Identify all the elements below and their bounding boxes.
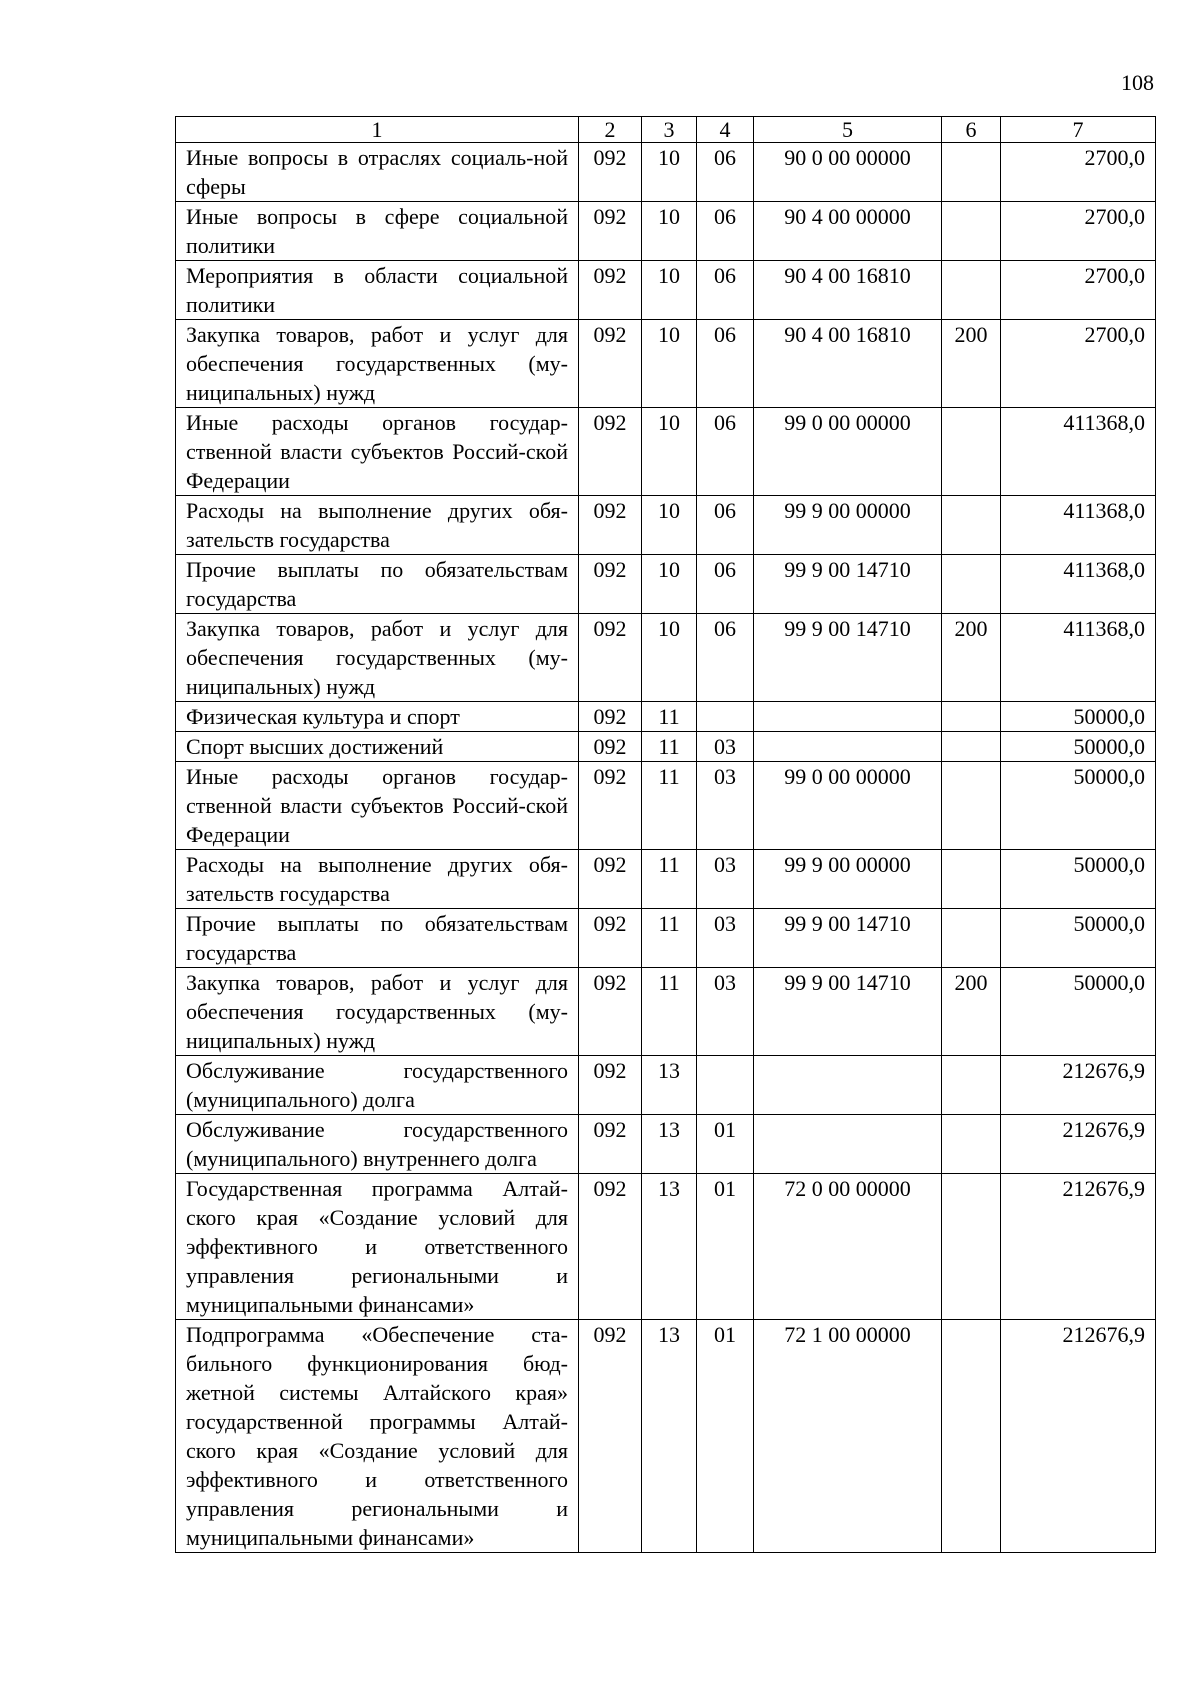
cell-admin-code: 092 bbox=[579, 408, 642, 496]
cell-target-article: 99 9 00 14710 bbox=[754, 968, 942, 1056]
cell-expense-type bbox=[942, 143, 1001, 202]
cell-section: 10 bbox=[642, 202, 697, 261]
table-row bbox=[176, 732, 1156, 762]
cell-admin-code: 092 bbox=[579, 1056, 642, 1115]
cell-subsection: 06 bbox=[697, 202, 754, 261]
table-row bbox=[176, 408, 1156, 496]
cell-admin-code: 092 bbox=[579, 496, 642, 555]
column-header: 3 bbox=[642, 117, 697, 143]
cell-expense-type bbox=[942, 1320, 1001, 1553]
cell-name: Государственная программа Алтай-ского края «Создание условий для эффективного и ответственного управления региональными и муниципальными финансами» bbox=[176, 1174, 579, 1320]
cell-name: Иные вопросы в отраслях социаль-ной сферы bbox=[176, 143, 579, 202]
cell-name: Закупка товаров, работ и услуг для обеспечения государственных (му-ниципальных) нужд bbox=[176, 968, 579, 1056]
cell-section: 13 bbox=[642, 1056, 697, 1115]
budget-table bbox=[175, 116, 1156, 1553]
cell-amount: 50000,0 bbox=[1001, 850, 1156, 909]
cell-amount: 50000,0 bbox=[1001, 762, 1156, 850]
cell-amount: 2700,0 bbox=[1001, 143, 1156, 202]
cell-section: 10 bbox=[642, 408, 697, 496]
cell-name: Расходы на выполнение других обя-зательств государства bbox=[176, 850, 579, 909]
cell-section: 10 bbox=[642, 261, 697, 320]
cell-subsection: 03 bbox=[697, 762, 754, 850]
column-header: 7 bbox=[1001, 117, 1156, 143]
cell-section: 11 bbox=[642, 909, 697, 968]
cell-admin-code: 092 bbox=[579, 202, 642, 261]
table-row bbox=[176, 1174, 1156, 1320]
cell-name: Иные расходы органов государ-ственной власти субъектов Россий-ской Федерации bbox=[176, 762, 579, 850]
cell-target-article: 90 4 00 00000 bbox=[754, 202, 942, 261]
cell-admin-code: 092 bbox=[579, 555, 642, 614]
cell-expense-type bbox=[942, 732, 1001, 762]
cell-target-article: 99 0 00 00000 bbox=[754, 408, 942, 496]
cell-amount: 2700,0 bbox=[1001, 320, 1156, 408]
cell-admin-code: 092 bbox=[579, 702, 642, 732]
cell-section: 10 bbox=[642, 614, 697, 702]
table-row bbox=[176, 1115, 1156, 1174]
cell-expense-type bbox=[942, 1056, 1001, 1115]
cell-admin-code: 092 bbox=[579, 261, 642, 320]
cell-expense-type bbox=[942, 762, 1001, 850]
cell-admin-code: 092 bbox=[579, 143, 642, 202]
cell-section: 13 bbox=[642, 1320, 697, 1553]
cell-name: Мероприятия в области социальной политики bbox=[176, 261, 579, 320]
column-header: 1 bbox=[176, 117, 579, 143]
cell-admin-code: 092 bbox=[579, 1174, 642, 1320]
cell-target-article: 90 4 00 16810 bbox=[754, 320, 942, 408]
table-row bbox=[176, 909, 1156, 968]
cell-subsection: 06 bbox=[697, 143, 754, 202]
cell-amount: 50000,0 bbox=[1001, 732, 1156, 762]
cell-subsection bbox=[697, 1056, 754, 1115]
cell-expense-type: 200 bbox=[942, 614, 1001, 702]
column-header: 5 bbox=[754, 117, 942, 143]
cell-admin-code: 092 bbox=[579, 762, 642, 850]
cell-name: Обслуживание государственного (муниципального) внутреннего долга bbox=[176, 1115, 579, 1174]
cell-section: 11 bbox=[642, 968, 697, 1056]
cell-amount: 411368,0 bbox=[1001, 614, 1156, 702]
cell-admin-code: 092 bbox=[579, 968, 642, 1056]
cell-section: 13 bbox=[642, 1115, 697, 1174]
cell-admin-code: 092 bbox=[579, 850, 642, 909]
cell-expense-type bbox=[942, 1174, 1001, 1320]
cell-name: Физическая культура и спорт bbox=[176, 702, 579, 732]
cell-section: 11 bbox=[642, 702, 697, 732]
cell-subsection: 03 bbox=[697, 850, 754, 909]
cell-expense-type bbox=[942, 909, 1001, 968]
cell-section: 13 bbox=[642, 1174, 697, 1320]
cell-amount: 50000,0 bbox=[1001, 909, 1156, 968]
cell-target-article: 99 9 00 14710 bbox=[754, 614, 942, 702]
cell-amount: 50000,0 bbox=[1001, 702, 1156, 732]
table-row bbox=[176, 202, 1156, 261]
cell-amount: 411368,0 bbox=[1001, 408, 1156, 496]
cell-target-article: 72 0 00 00000 bbox=[754, 1174, 942, 1320]
cell-amount: 411368,0 bbox=[1001, 555, 1156, 614]
table-header-row bbox=[176, 117, 1156, 143]
cell-subsection: 03 bbox=[697, 968, 754, 1056]
table-row bbox=[176, 496, 1156, 555]
cell-amount: 2700,0 bbox=[1001, 261, 1156, 320]
cell-subsection: 06 bbox=[697, 261, 754, 320]
cell-target-article: 99 9 00 00000 bbox=[754, 496, 942, 555]
cell-subsection: 06 bbox=[697, 496, 754, 555]
cell-name: Прочие выплаты по обязательствам государства bbox=[176, 909, 579, 968]
cell-section: 10 bbox=[642, 555, 697, 614]
cell-target-article: 99 9 00 14710 bbox=[754, 555, 942, 614]
cell-amount: 212676,9 bbox=[1001, 1056, 1156, 1115]
cell-target-article: 99 9 00 14710 bbox=[754, 909, 942, 968]
cell-section: 11 bbox=[642, 850, 697, 909]
cell-expense-type bbox=[942, 702, 1001, 732]
cell-section: 11 bbox=[642, 732, 697, 762]
table-row bbox=[176, 261, 1156, 320]
cell-expense-type bbox=[942, 408, 1001, 496]
cell-target-article bbox=[754, 702, 942, 732]
cell-expense-type bbox=[942, 1115, 1001, 1174]
cell-expense-type bbox=[942, 496, 1001, 555]
cell-expense-type: 200 bbox=[942, 968, 1001, 1056]
cell-name: Спорт высших достижений bbox=[176, 732, 579, 762]
cell-name: Закупка товаров, работ и услуг для обеспечения государственных (му-ниципальных) нужд bbox=[176, 320, 579, 408]
table-row bbox=[176, 850, 1156, 909]
table-row bbox=[176, 968, 1156, 1056]
cell-name: Иные расходы органов государ-ственной власти субъектов Россий-ской Федерации bbox=[176, 408, 579, 496]
cell-name: Иные вопросы в сфере социальной политики bbox=[176, 202, 579, 261]
cell-subsection: 03 bbox=[697, 732, 754, 762]
cell-admin-code: 092 bbox=[579, 1115, 642, 1174]
cell-target-article: 99 0 00 00000 bbox=[754, 762, 942, 850]
column-header: 4 bbox=[697, 117, 754, 143]
table-row bbox=[176, 320, 1156, 408]
cell-amount: 212676,9 bbox=[1001, 1320, 1156, 1553]
cell-section: 11 bbox=[642, 762, 697, 850]
cell-name: Расходы на выполнение других обя-зательств государства bbox=[176, 496, 579, 555]
cell-amount: 411368,0 bbox=[1001, 496, 1156, 555]
cell-admin-code: 092 bbox=[579, 909, 642, 968]
cell-target-article bbox=[754, 1115, 942, 1174]
column-header: 2 bbox=[579, 117, 642, 143]
cell-admin-code: 092 bbox=[579, 1320, 642, 1553]
cell-amount: 212676,9 bbox=[1001, 1115, 1156, 1174]
cell-subsection: 03 bbox=[697, 909, 754, 968]
cell-admin-code: 092 bbox=[579, 732, 642, 762]
cell-name: Закупка товаров, работ и услуг для обеспечения государственных (му-ниципальных) нужд bbox=[176, 614, 579, 702]
cell-expense-type bbox=[942, 261, 1001, 320]
cell-section: 10 bbox=[642, 143, 697, 202]
table-row bbox=[176, 143, 1156, 202]
table-row bbox=[176, 1056, 1156, 1115]
cell-subsection: 06 bbox=[697, 320, 754, 408]
cell-subsection: 06 bbox=[697, 555, 754, 614]
table-row bbox=[176, 702, 1156, 732]
cell-amount: 2700,0 bbox=[1001, 202, 1156, 261]
cell-admin-code: 092 bbox=[579, 614, 642, 702]
cell-expense-type: 200 bbox=[942, 320, 1001, 408]
cell-section: 10 bbox=[642, 496, 697, 555]
cell-expense-type bbox=[942, 555, 1001, 614]
column-header: 6 bbox=[942, 117, 1001, 143]
cell-subsection: 01 bbox=[697, 1320, 754, 1553]
cell-subsection bbox=[697, 702, 754, 732]
table-body bbox=[176, 143, 1156, 1553]
cell-admin-code: 092 bbox=[579, 320, 642, 408]
cell-expense-type bbox=[942, 850, 1001, 909]
table-row bbox=[176, 1320, 1156, 1553]
cell-target-article: 72 1 00 00000 bbox=[754, 1320, 942, 1553]
page-number: 108 bbox=[1121, 70, 1154, 95]
cell-subsection: 06 bbox=[697, 614, 754, 702]
cell-name: Прочие выплаты по обязательствам государства bbox=[176, 555, 579, 614]
cell-amount: 50000,0 bbox=[1001, 968, 1156, 1056]
cell-expense-type bbox=[942, 202, 1001, 261]
cell-target-article: 99 9 00 00000 bbox=[754, 850, 942, 909]
cell-section: 10 bbox=[642, 320, 697, 408]
cell-subsection: 01 bbox=[697, 1174, 754, 1320]
cell-target-article: 90 4 00 16810 bbox=[754, 261, 942, 320]
cell-target-article bbox=[754, 732, 942, 762]
cell-subsection: 06 bbox=[697, 408, 754, 496]
table-row bbox=[176, 555, 1156, 614]
cell-target-article bbox=[754, 1056, 942, 1115]
table-row bbox=[176, 762, 1156, 850]
table-row bbox=[176, 614, 1156, 702]
cell-target-article: 90 0 00 00000 bbox=[754, 143, 942, 202]
cell-amount: 212676,9 bbox=[1001, 1174, 1156, 1320]
cell-name: Подпрограмма «Обеспечение ста-бильного функционирования бюд-жетной системы Алтайского края» государственной программы Алтай-ского края «Создание условий для эффективного и ответственного управления региональными и муниципальными финансами» bbox=[176, 1320, 579, 1553]
cell-subsection: 01 bbox=[697, 1115, 754, 1174]
cell-name: Обслуживание государственного (муниципального) долга bbox=[176, 1056, 579, 1115]
